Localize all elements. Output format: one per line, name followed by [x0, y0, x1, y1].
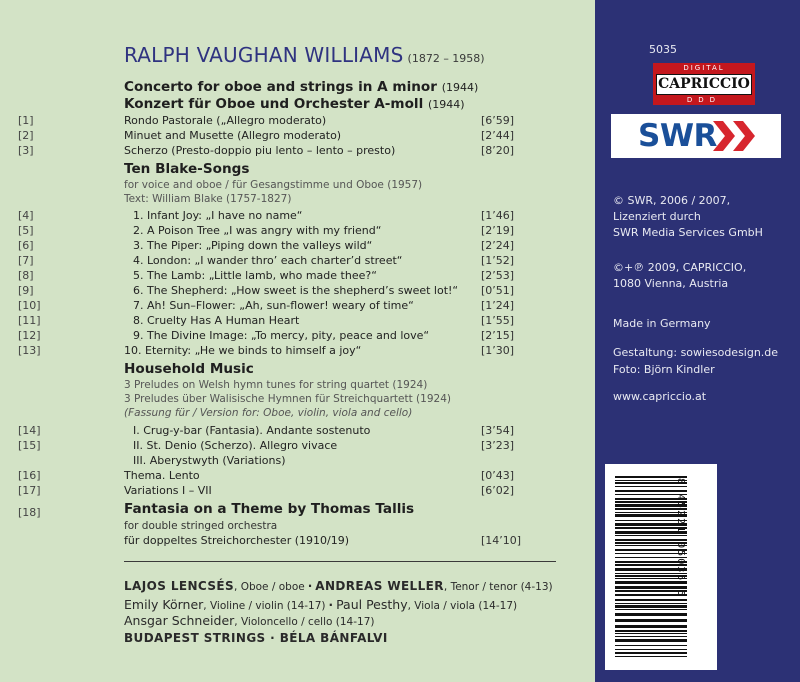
made-in-text: Made in Germany [613, 317, 711, 330]
track-row [0, 483, 595, 498]
track-title: 8. Cruelty Has A Human Heart [133, 314, 300, 327]
track-title: 1. Infant Joy: „I have no name“ [133, 209, 303, 222]
copyright-line: Lizenziert durch [613, 210, 701, 223]
work-title-household: Household Music [124, 361, 254, 377]
track-title: III. Aberystwyth (Variations) [133, 454, 286, 467]
track-duration: [0’51] [481, 284, 515, 297]
track-title: 2. A Poison Tree „I was angry with my friend“ [133, 224, 382, 237]
track-row [0, 253, 595, 268]
track-row [0, 268, 595, 283]
logo-ddd-text: DDD [686, 96, 722, 104]
track-number: [3] [18, 144, 34, 157]
track-title: 5. The Lamb: „Little lamb, who made thee?“ [133, 269, 377, 282]
track-title: 10. Eternity: „He we binds to himself a joy“ [124, 344, 362, 357]
track-row [0, 313, 595, 328]
performer-role: , Violoncello / cello (14-17) [234, 616, 375, 628]
track-title: I. Crug-y-bar (Fantasia). Andante sostenuto [133, 424, 371, 437]
barcode-bars [605, 464, 717, 670]
composer-heading [124, 43, 485, 67]
swr-logo [611, 114, 781, 158]
track-title: 9. The Divine Image: „To mercy, pity, peace and love“ [133, 329, 430, 342]
track-duration: [6’59] [481, 114, 515, 127]
track-duration: [1’55] [481, 314, 515, 327]
track-row [0, 223, 595, 238]
track-number: [16] [18, 469, 41, 482]
ensemble-name: BUDAPEST STRINGS · BÉLA BÁNFALVI [124, 631, 388, 645]
track-number: [7] [18, 254, 34, 267]
performers-line-3 [124, 613, 374, 628]
track-title: Variations I – VII [124, 484, 212, 497]
work-title-text: Concerto for oboe and strings in A minor [124, 79, 437, 95]
work-subtitle: 3 Preludes on Welsh hymn tunes for string quartet (1924) [124, 379, 428, 391]
copyright-block [613, 193, 763, 241]
performer-name: Paul Pesthy [336, 597, 408, 612]
logo-digital-text: DIGITAL [683, 64, 725, 72]
track-number: [5] [18, 224, 34, 237]
barcode [605, 464, 717, 670]
swr-logo-text: SWR [638, 118, 717, 154]
work-subtitle: Text: William Blake (1757-1827) [124, 193, 292, 205]
track-number: [2] [18, 129, 34, 142]
copyright-line: © SWR, 2006 / 2007, [613, 194, 731, 207]
work-subtitle: 3 Preludes über Walisische Hymnen für Streichquartett (1924) [124, 393, 451, 405]
performer-role: , Tenor / tenor (4-13) [443, 581, 553, 593]
track-number: [8] [18, 269, 34, 282]
track-row [0, 283, 595, 298]
subtitle-text: für doppeltes Streichorchester [124, 534, 292, 547]
work-subtitle: (Fassung für / Version for: Oboe, violin, viola and cello) [124, 407, 413, 419]
performer-name: LAJOS LENCSÉS [124, 579, 235, 593]
work-year: (1944) [441, 81, 479, 94]
chevron-svg [713, 121, 759, 151]
track-row [0, 143, 595, 158]
track-row [0, 343, 595, 358]
track-number: [14] [18, 424, 41, 437]
track-title: Thema. Lento [124, 469, 200, 482]
track-duration: [14’10] [481, 534, 522, 547]
work-year: (1944) [427, 98, 465, 111]
track-duration: [1’30] [481, 344, 515, 357]
work-title-blake: Ten Blake-Songs [124, 161, 250, 177]
track-title: 4. London: „I wander thro’ each charter’d street“ [133, 254, 403, 267]
design-credit: Gestaltung: sowiesodesign.de [613, 346, 779, 359]
logo-capriccio-text: CAPRICCIO [656, 74, 752, 95]
track-duration: [8’20] [481, 144, 515, 157]
track-title: 3. The Piper: „Piping down the valleys wild“ [133, 239, 373, 252]
work-subtitle: for double stringed orchestra [124, 520, 278, 532]
catalog-number: 5035 [649, 43, 677, 56]
work-year: (1910/19) [294, 534, 350, 547]
track-duration: [2’19] [481, 224, 515, 237]
track-row [0, 453, 595, 468]
track-row [0, 423, 595, 438]
performer-role: , Viola / viola (14-17) [407, 600, 518, 612]
double-chevron-right-icon [713, 121, 759, 155]
track-number: [1] [18, 114, 34, 127]
track-duration: [6’02] [481, 484, 515, 497]
copyright-line: SWR Media Services GmbH [613, 226, 763, 239]
track-title: Rondo Pastorale („Allegro moderato) [124, 114, 327, 127]
track-number: [13] [18, 344, 41, 357]
track-row [0, 438, 595, 453]
track-duration: [2’53] [481, 269, 515, 282]
track-title: 7. Ah! Sun–Flower: „Ah, sun-flower! weary of time“ [133, 299, 414, 312]
performers-line-1 [124, 579, 553, 593]
track-duration: [2’15] [481, 329, 515, 342]
website-link[interactable]: www.capriccio.at [613, 390, 707, 403]
performer-name: Emily Körner [124, 597, 204, 612]
work-title-concerto-de [124, 96, 465, 112]
track-number: [17] [18, 484, 41, 497]
track-title: Scherzo (Presto-doppio piu lento – lento – presto) [124, 144, 396, 157]
track-number: [4] [18, 209, 34, 222]
work-title-concerto-en [124, 79, 478, 95]
barcode-number: 8 45221 05035 5 [675, 478, 686, 599]
divider [124, 561, 556, 562]
work-subtitle [124, 533, 349, 548]
phonogram-line: 1080 Vienna, Austria [613, 277, 729, 290]
track-number: [12] [18, 329, 41, 342]
track-row [0, 328, 595, 343]
track-title: II. St. Denio (Scherzo). Allegro vivace [133, 439, 338, 452]
capriccio-logo [653, 63, 755, 105]
track-duration: [2’24] [481, 239, 515, 252]
track-row [0, 208, 595, 223]
track-number: [6] [18, 239, 34, 252]
track-duration: [2’44] [481, 129, 515, 142]
track-row [0, 128, 595, 143]
track-number: [11] [18, 314, 41, 327]
track-row [0, 533, 595, 548]
track-title: Minuet and Musette (Allegro moderato) [124, 129, 342, 142]
performer-name: Ansgar Schneider [124, 613, 235, 628]
track-row [0, 113, 595, 128]
track-duration: [3’23] [481, 439, 515, 452]
composer-name: RALPH VAUGHAN WILLIAMS [124, 43, 404, 67]
track-number: [10] [18, 299, 41, 312]
track-duration: [1’52] [481, 254, 515, 267]
performer-name: ANDREAS WELLER [315, 579, 444, 593]
track-number: [18] [18, 506, 41, 519]
composer-years: (1872 – 1958) [407, 52, 485, 65]
separator: · [307, 579, 313, 593]
photo-credit: Foto: Björn Kindler [613, 363, 715, 376]
performers-line-2 [124, 597, 517, 612]
track-duration: [3’54] [481, 424, 515, 437]
track-row [0, 238, 595, 253]
track-duration: [0’43] [481, 469, 515, 482]
phonogram-block [613, 260, 746, 292]
track-duration: [1’46] [481, 209, 515, 222]
work-subtitle: for voice and oboe / für Gesangstimme und Oboe (1957) [124, 179, 423, 191]
separator: · [328, 598, 334, 612]
track-number: [15] [18, 439, 41, 452]
track-title: 6. The Shepherd: „How sweet is the shepherd’s sweet lot!“ [133, 284, 459, 297]
track-duration: [1’24] [481, 299, 515, 312]
track-row [0, 468, 595, 483]
performer-role: , Oboe / oboe [234, 581, 305, 593]
performer-role: , Violine / violin (14-17) [203, 600, 326, 612]
phonogram-line: ©+℗ 2009, CAPRICCIO, [613, 261, 747, 274]
track-number: [9] [18, 284, 34, 297]
work-title-text: Konzert für Oboe und Orchester A-moll [124, 96, 424, 112]
track-row [0, 298, 595, 313]
ensemble-line [124, 631, 388, 645]
work-title-tallis: Fantasia on a Theme by Thomas Tallis [124, 501, 415, 517]
